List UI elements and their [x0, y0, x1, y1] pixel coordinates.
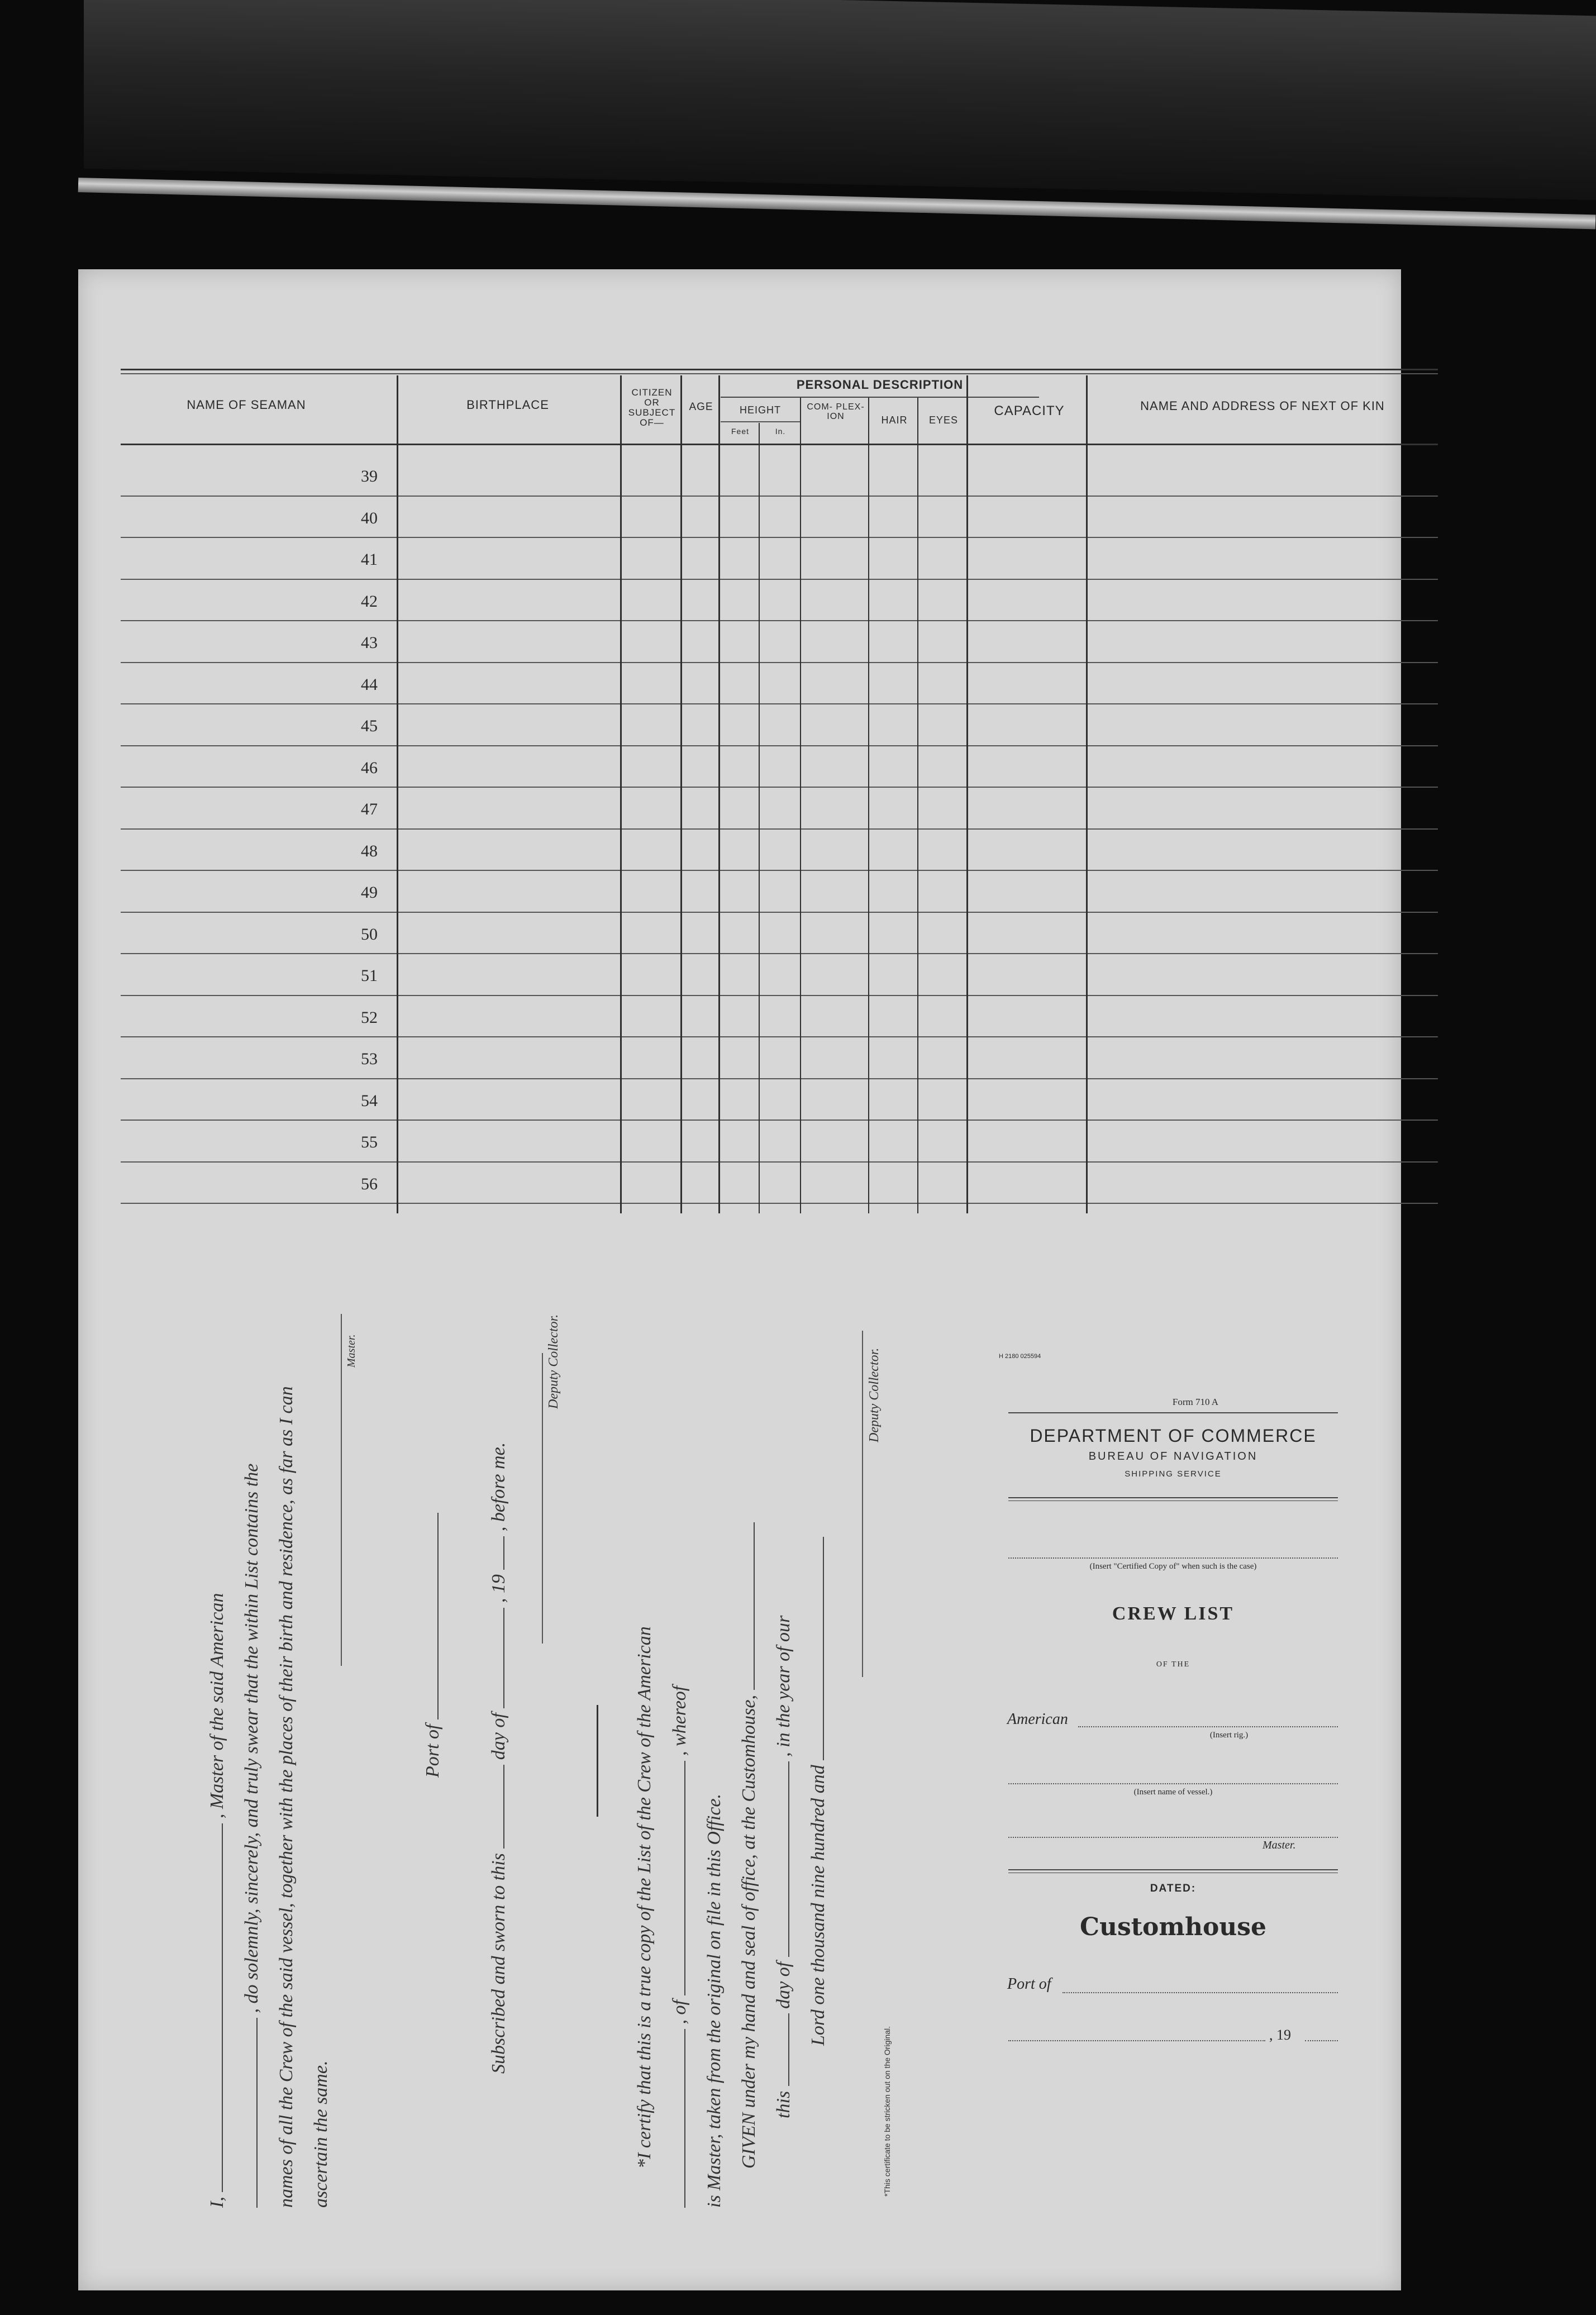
- header-inches: In.: [775, 427, 786, 436]
- cert-lord: Lord one thousand nine hundred and: [808, 1765, 828, 2046]
- table-row[interactable]: [121, 1120, 1438, 1121]
- cert-line-2: [669, 1426, 690, 2208]
- cert-year-blank[interactable]: [808, 1537, 824, 1760]
- row-number: 55: [361, 1133, 378, 1151]
- table-row[interactable]: [121, 953, 1438, 954]
- date-blank-cover[interactable]: [1008, 2040, 1265, 2041]
- col-divider: [718, 375, 720, 1213]
- header-birthplace: BIRTHPLACE: [466, 398, 549, 412]
- deputy-signature-line[interactable]: [542, 1353, 543, 1644]
- vessel-name-blank[interactable]: [242, 2018, 258, 2208]
- oath-line-3: names of all the Crew of the said vessel, together with the places of their birth and residence, as far as I can: [276, 1386, 297, 2208]
- col-divider: [966, 375, 968, 1213]
- table-row[interactable]: [121, 703, 1438, 704]
- separator-rule: [597, 1705, 598, 1817]
- row-number: 48: [361, 841, 378, 860]
- col-divider: [620, 375, 622, 1213]
- cert-year-of-our: , in the year of our: [773, 1615, 794, 1757]
- col-divider: [868, 398, 869, 1213]
- row-number: 51: [361, 966, 378, 985]
- top-rule-2: [121, 373, 1438, 374]
- cert-this: this: [773, 2090, 794, 2118]
- row-number: 40: [361, 508, 378, 527]
- table-row[interactable]: [121, 1078, 1438, 1079]
- oath-i: I,: [207, 2197, 227, 2208]
- row-number: 45: [361, 717, 378, 735]
- master-signature-line[interactable]: [341, 1314, 342, 1666]
- row-number: 41: [361, 550, 378, 569]
- table-row[interactable]: [121, 1161, 1438, 1163]
- row-number: 56: [361, 1174, 378, 1193]
- dark-background-top: [84, 0, 1596, 200]
- of-the-label: OF THE: [1156, 1660, 1190, 1669]
- table-row[interactable]: [121, 1036, 1438, 1037]
- master-label: Master.: [345, 1334, 358, 1368]
- row-number: 47: [361, 800, 378, 818]
- cert-line-3: is Master, taken from the original on file in this Office.: [704, 1793, 725, 2208]
- table-row[interactable]: [121, 745, 1438, 746]
- before-me-label: , before me.: [488, 1442, 509, 1532]
- personal-rule: [721, 397, 1039, 398]
- row-number: 49: [361, 883, 378, 902]
- row-number: 39: [361, 467, 378, 485]
- header-eyes: EYES: [928, 415, 959, 426]
- department-title: DEPARTMENT OF COMMERCE: [1030, 1426, 1317, 1446]
- service-title: SHIPPING SERVICE: [1125, 1469, 1222, 1479]
- oath-master-of: , Master of the said American: [207, 1593, 227, 1819]
- col-divider: [397, 375, 398, 1213]
- cert-month-blank[interactable]: [774, 1761, 789, 1957]
- certified-copy-blank[interactable]: [1008, 1557, 1338, 1559]
- bureau-title: BUREAU OF NAVIGATION: [1088, 1450, 1258, 1463]
- header-age: AGE: [689, 401, 713, 413]
- day-blank[interactable]: [489, 1765, 504, 1849]
- header-name-of-seaman: NAME OF SEAMAN: [187, 398, 306, 412]
- month-blank[interactable]: [489, 1608, 504, 1708]
- row-number: 42: [361, 592, 378, 611]
- cert-deputy-signature-line[interactable]: [862, 1331, 863, 1677]
- header-citizen: CITIZEN OR SUBJECT OF—: [628, 387, 676, 428]
- header-next-of-kin: NAME AND ADDRESS OF NEXT OF KIN: [1140, 399, 1385, 413]
- table-row[interactable]: [121, 995, 1438, 996]
- cert-line-6: [808, 1264, 829, 2046]
- cert-deputy-label: Deputy Collector.: [867, 1347, 882, 1442]
- master-blank[interactable]: [1008, 1837, 1338, 1838]
- home-port-blank[interactable]: [670, 1761, 685, 1995]
- table-row[interactable]: [121, 579, 1438, 580]
- vessel-name-blank[interactable]: [1008, 1783, 1338, 1784]
- subscribed-line: [488, 1292, 509, 2074]
- col-divider: [759, 423, 760, 1213]
- year-blank-cover[interactable]: [1305, 2040, 1338, 2041]
- col-divider: [917, 398, 918, 1213]
- port-of-cover: Port of: [1007, 1975, 1051, 1993]
- header-capacity: CAPACITY: [994, 403, 1065, 418]
- row-number: 43: [361, 633, 378, 652]
- row-number: 46: [361, 758, 378, 777]
- header-personal-description: PERSONAL DESCRIPTION: [796, 378, 964, 392]
- port-of-label: Port of: [422, 1724, 443, 1778]
- row-number: 52: [361, 1008, 378, 1027]
- oath-swear-text: , do solemnly, sincerely, and truly swear that the within List contains the: [241, 1463, 262, 2013]
- header-feet: Feet: [731, 427, 749, 436]
- row-number: 50: [361, 925, 378, 944]
- col-divider: [1086, 375, 1088, 1213]
- table-row[interactable]: [121, 1203, 1438, 1204]
- row-number: 53: [361, 1050, 378, 1068]
- oath-line-4: ascertain the same.: [311, 2060, 331, 2208]
- height-rule: [721, 421, 800, 422]
- table-row[interactable]: [121, 870, 1438, 871]
- vessel-blank[interactable]: [670, 2029, 685, 2208]
- cert-line-1: [634, 1387, 655, 2169]
- year-19-cover: , 19: [1269, 2027, 1291, 2043]
- insert-vessel-label: (Insert name of vessel.): [1133, 1788, 1213, 1797]
- american-label: American: [1007, 1711, 1068, 1728]
- cover-rule: [1008, 1869, 1338, 1870]
- port-blank[interactable]: [423, 1513, 439, 1719]
- year-label: , 19: [488, 1574, 509, 1603]
- cert-given: GIVEN under my hand and seal of office, at the Customhouse,: [739, 1694, 759, 2169]
- subscribed-label: Subscribed and sworn to this: [488, 1853, 509, 2074]
- cert-footnote: *This certificate to be stricken out on the Original.: [883, 2026, 892, 2197]
- cover-rule: [1008, 1412, 1338, 1413]
- header-height: HEIGHT: [739, 404, 781, 416]
- cert-day-blank[interactable]: [774, 2013, 789, 2086]
- col-divider: [800, 398, 801, 1213]
- cert-whereof: , whereof: [669, 1685, 690, 1756]
- table-row[interactable]: [121, 828, 1438, 830]
- day-of-label: day of: [488, 1713, 509, 1760]
- oath-line-2: [241, 1426, 263, 2208]
- customhouse-label: Customhouse: [1079, 1913, 1267, 1941]
- row-number: 44: [361, 675, 378, 694]
- deputy-label: Deputy Collector.: [546, 1314, 561, 1409]
- cover-rule: [1008, 1497, 1338, 1498]
- table-row[interactable]: [121, 537, 1438, 538]
- dated-label: DATED:: [1150, 1883, 1197, 1894]
- cert-text-1: *I certify that this is a true copy of the List of the Crew of the American: [634, 1626, 655, 2169]
- table-row[interactable]: [121, 496, 1438, 497]
- header-hair: HAIR: [881, 415, 908, 426]
- table-row[interactable]: [121, 620, 1438, 621]
- cert-line-5: [773, 1336, 794, 2118]
- col-divider: [680, 375, 682, 1213]
- table-row[interactable]: [121, 787, 1438, 788]
- port-of-line: [422, 1387, 444, 1778]
- header-complexion: COM- PLEX- ION: [807, 402, 865, 421]
- cert-line-4: [739, 1387, 760, 2169]
- insert-rig-label: (Insert rig.): [1209, 1731, 1249, 1740]
- year-blank[interactable]: [489, 1536, 504, 1570]
- rig-blank[interactable]: [1078, 1726, 1338, 1727]
- cert-of: , of: [669, 2000, 690, 2025]
- table-row[interactable]: [121, 912, 1438, 913]
- customhouse-blank[interactable]: [739, 1522, 755, 1690]
- insert-certified-label: (Insert "Certified Copy of" when such is the case): [1089, 1562, 1257, 1571]
- header-bottom-rule: [121, 444, 1438, 445]
- oath-line-1: [207, 1426, 228, 2208]
- cert-day-of: day of: [773, 1961, 794, 2009]
- port-blank-cover[interactable]: [1063, 1992, 1338, 1993]
- crew-list-title: CREW LIST: [1112, 1603, 1235, 1624]
- master-name-blank[interactable]: [207, 1823, 223, 2192]
- top-rule: [121, 369, 1438, 370]
- crew-list-form: [78, 269, 1401, 2290]
- master-label-cover: Master.: [1262, 1839, 1296, 1851]
- form-number: Form 710 A: [1172, 1397, 1219, 1407]
- row-number: 54: [361, 1091, 378, 1110]
- print-code: H 2180 025594: [999, 1353, 1041, 1360]
- table-row[interactable]: [121, 662, 1438, 663]
